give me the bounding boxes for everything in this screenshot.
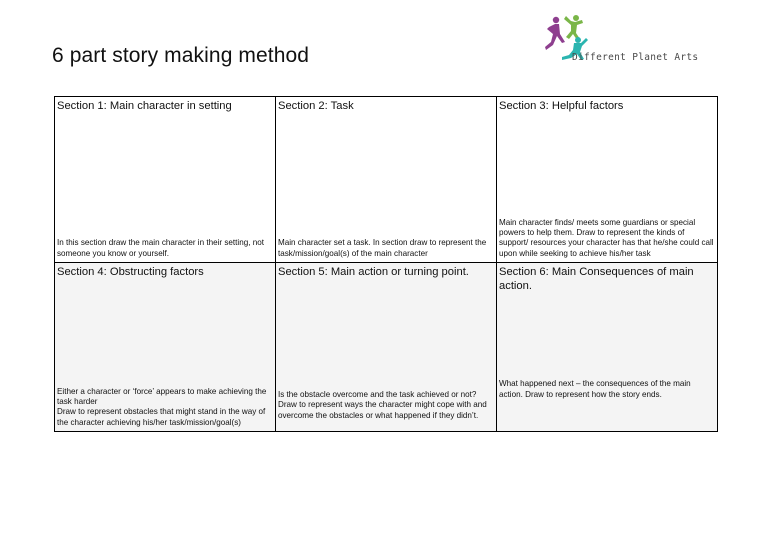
- section-description: Either a character or ‘force’ appears to make achieving the task harder Draw to represent obstacles that might stand in the way of the character achieving his/her task/mission/goal(s): [57, 386, 267, 427]
- section-cell-3: [497, 97, 718, 263]
- section-heading: Section 5: Main action or turning point.: [278, 266, 469, 278]
- page-title: 6 part story making method: [52, 44, 310, 67]
- section-description: Is the obstacle overcome and the task achieved or not? Draw to represent ways the character might cope with and overcome the obstacles or what happened if they didn’t.: [278, 390, 487, 420]
- section-cell-1: [55, 97, 276, 263]
- logo-text: Different Planet Arts: [572, 52, 699, 63]
- table-row: [55, 263, 718, 432]
- section-heading: Section 1: Main character in setting: [57, 100, 232, 112]
- section-heading: Section 6: Main Consequences of main action.: [499, 266, 694, 292]
- section-description: What happened next – the consequences of the main action. Draw to represent how the story ends.: [499, 379, 691, 399]
- section-heading: Section 4: Obstructing factors: [57, 266, 204, 278]
- section-description: Main character finds/ meets some guardians or special powers to help them. Draw to represent the kinds of support/ resources your character has that he/she could call upon while seeking to achieve his/her task: [499, 217, 714, 258]
- section-description: In this section draw the main character in their setting, not someone you know or yourself.: [57, 238, 264, 258]
- section-heading: Section 2: Task: [278, 100, 354, 112]
- table-row: [55, 97, 718, 263]
- section-cell-6: [497, 263, 718, 432]
- section-cell-4: [55, 263, 276, 432]
- section-cell-2: [276, 97, 497, 263]
- section-cell-5: [276, 263, 497, 432]
- section-description: Main character set a task. In section draw to represent the task/mission/goal(s) of the main character: [278, 238, 487, 258]
- section-heading: Section 3: Helpful factors: [499, 100, 624, 112]
- different-planet-arts-logo: [538, 12, 708, 70]
- story-sections-table: [54, 96, 718, 432]
